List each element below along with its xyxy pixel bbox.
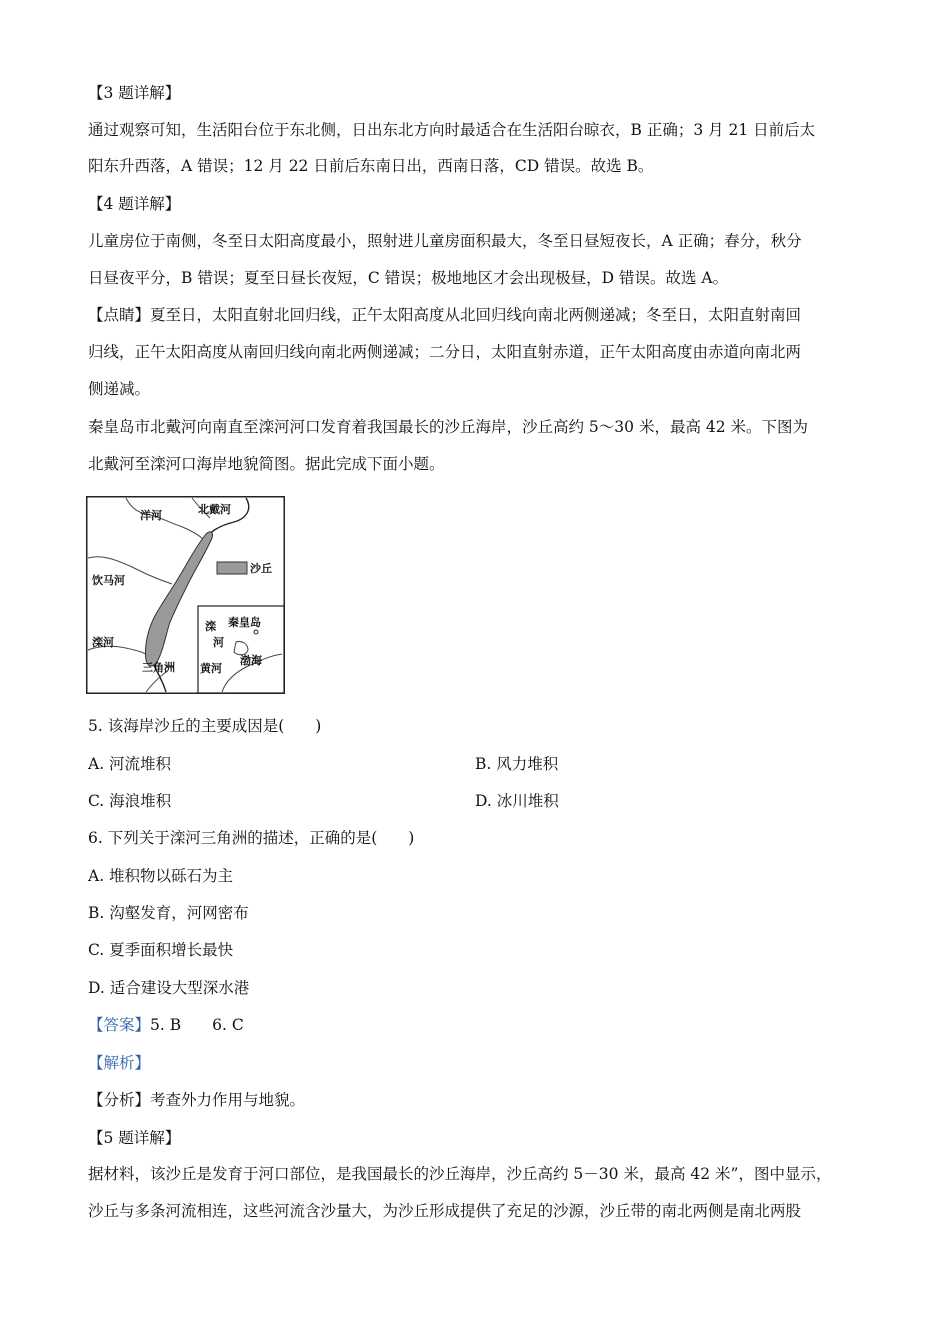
analysis-summary: 【分析】考查外力作用与地貌。 [88, 1091, 306, 1109]
label-sanjiaozhou: 三角洲 [142, 661, 175, 674]
q6-option-b[interactable]: B. 沟壑发育，河网密布 [88, 904, 249, 922]
q5-option-c[interactable]: C. 海浪堆积 [88, 792, 172, 810]
label-inset-luan: 滦 [205, 620, 216, 633]
coast-landform-map [86, 496, 285, 694]
label-shaqiu: 沙丘 [250, 562, 272, 575]
label-inset-bohai: 渤海 [240, 654, 262, 667]
q3-explain-line1: 通过观察可知，生活阳台位于东北侧，日出东北方向时最适合在生活阳台晾衣，B 正确；3 月 21 日前后太 [88, 121, 816, 139]
q5-detail-line1: 据材料，该沙丘是发育于河口部位，是我国最长的沙丘海岸，沙丘高约 5－30 米，最高 42 米”，图中显示， [88, 1165, 832, 1183]
legend-swatch [217, 562, 247, 574]
q6-option-d[interactable]: D. 适合建设大型深水港 [88, 979, 250, 997]
tip-line2: 归线，正午太阳高度从南回归线向南北两侧递减；二分日，太阳直射赤道，正午太阳高度由赤道向南北两 [88, 343, 802, 361]
intro-line1: 秦皇岛市北戴河向南直至滦河河口发育着我国最长的沙丘海岸，沙丘高约 5～30 米，最高 42 米。下图为 [88, 418, 809, 436]
intro-line2: 北戴河至滦河口海岸地貌简图。据此完成下面小题。 [88, 455, 445, 473]
q5-detail-header: 【5 题详解】 [88, 1129, 181, 1147]
question-5: 5. 该海岸沙丘的主要成因是( ) [88, 717, 322, 735]
label-inset-he: 河 [213, 636, 224, 649]
answer-text: 5. B 6. C [150, 1016, 244, 1034]
analysis-tag: 【解析】 [88, 1054, 151, 1072]
label-luanhe: 滦河 [92, 636, 114, 649]
q3-header: 【3 题详解】 [88, 84, 181, 102]
tip-line3: 侧递减。 [88, 380, 151, 398]
label-yanghe: 洋河 [140, 509, 162, 522]
q5-option-b[interactable]: B. 风力堆积 [475, 755, 559, 773]
q4-explain-line2: 日昼夜平分，B 错误；夏至日昼长夜短，C 错误；极地地区才会出现极昼，D 错误。故选 A。 [88, 269, 729, 287]
answer-line [88, 1015, 244, 1035]
q4-header: 【4 题详解】 [88, 195, 181, 213]
question-6: 6. 下列关于滦河三角洲的描述，正确的是( ) [88, 829, 415, 847]
q5-detail-line2: 沙丘与多条河流相连，这些河流含沙量大，为沙丘形成提供了充足的沙源，沙丘带的南北两侧是南北两股 [88, 1202, 802, 1220]
label-inset-qinhuangdao: 秦皇岛 [228, 616, 261, 629]
q6-option-c[interactable]: C. 夏季面积增长最快 [88, 941, 234, 959]
label-yinmahe: 饮马河 [92, 574, 125, 587]
q3-explain-line2: 阳东升西落，A 错误；12 月 22 日前后东南日出，西南日落，CD 错误。故选 B。 [88, 157, 654, 175]
answer-tag: 【答案】 [88, 1016, 151, 1034]
q5-option-a[interactable]: A. 河流堆积 [88, 755, 172, 773]
label-beidaihe: 北戴河 [198, 503, 231, 516]
tip-line1: 【点睛】夏至日，太阳直射北回归线，正午太阳高度从北回归线向南北两侧递减；冬至日，太阳直射南回 [88, 306, 802, 324]
q4-explain-line1: 儿童房位于南侧，冬至日太阳高度最小，照射进儿童房面积最大，冬至日昼短夜长，A 正确；春分，秋分 [88, 232, 802, 250]
label-inset-huanghe: 黄河 [200, 662, 222, 675]
q6-option-a[interactable]: A. 堆积物以砾石为主 [88, 867, 234, 885]
q5-option-d[interactable]: D. 冰川堆积 [475, 792, 559, 810]
